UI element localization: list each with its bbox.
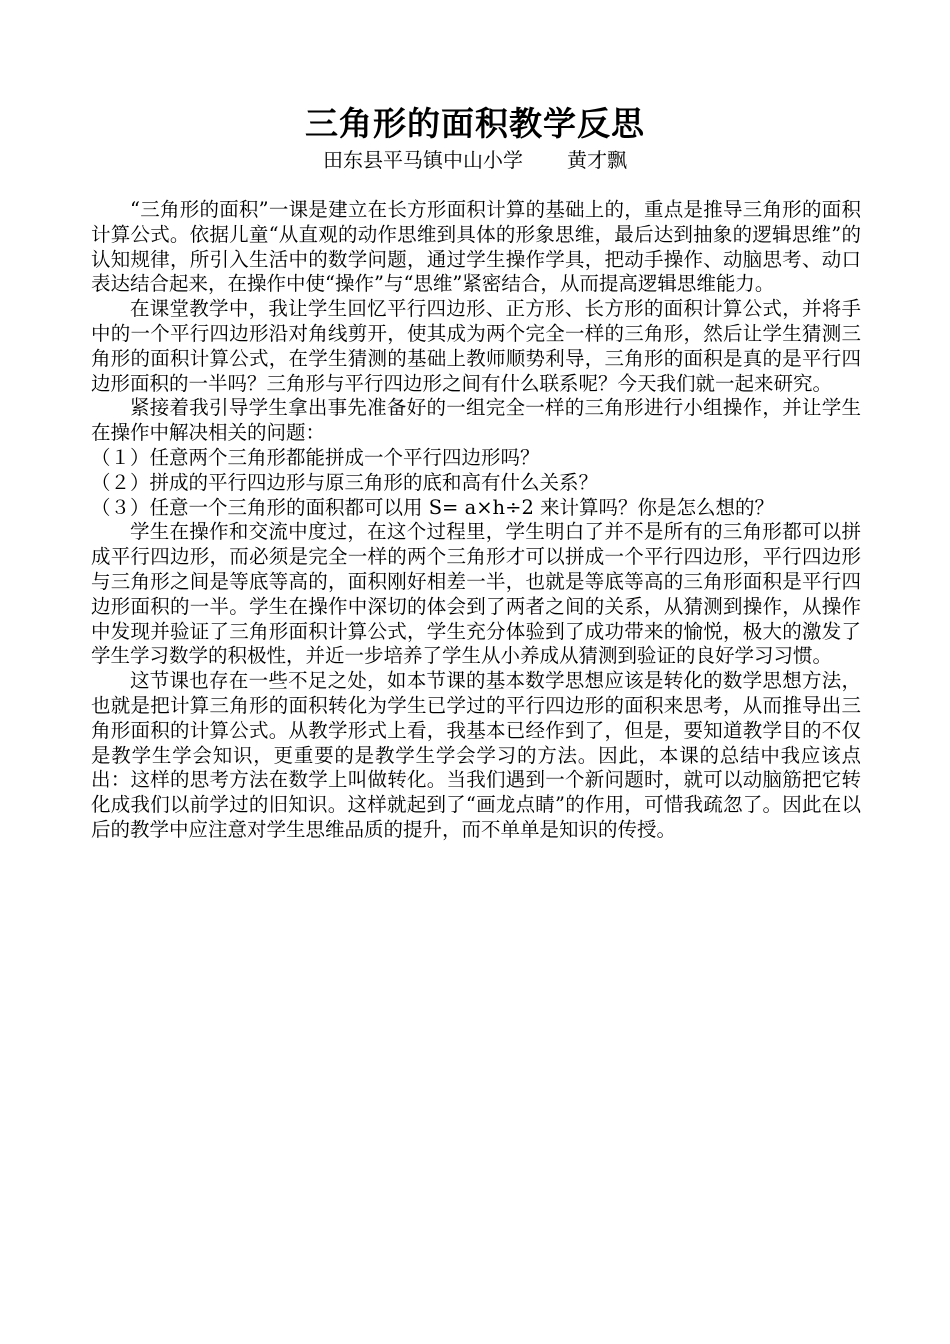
document-body — [91, 198, 861, 843]
byline — [0, 146, 950, 174]
paragraph-2: 在课堂教学中，我让学生回忆平行四边形、正方形、长方形的面积计算公式，并将手中的一个平行四边形沿对角线剪开，使其成为两个完全一样的三角形，然后让学生猜测三角形的面积计算公式，在学生猜测的基础上教师顺势利导，三角形的面积是真的是平行四边形面积的一半吗？三角形与平行四边形之间有什么联系呢？今天我们就一起来研究。 — [91, 297, 861, 395]
paragraph-3: 紧接着我引导学生拿出事先准备好的一组完全一样的三角形进行小组操作，并让学生在操作中解决相关的问题： — [91, 396, 861, 445]
paragraph-4: 学生在操作和交流中度过，在这个过程里，学生明白了并不是所有的三角形都可以拼成平行四边形，而必须是完全一样的两个三角形才可以拼成一个平行四边形，平行四边形与三角形之间是等底等高的，面积刚好相差一半，也就是等底等高的三角形面积是平行四边形面积的一半。学生在操作中深切的体会到了两者之间的关系，从猜测到操作，从操作中发现并验证了三角形面积计算公式，学生充分体验到了成功带来的愉悦，极大的激发了学生学习数学的积极性，并近一步培养了学生从小养成从猜测到验证的良好学习习惯。 — [91, 520, 861, 668]
school-name: 田东县平马镇中山小学 — [323, 148, 523, 172]
paragraph-5: 这节课也存在一些不足之处，如本节课的基本数学思想应该是转化的数学思想方法，也就是把计算三角形的面积转化为学生已学过的平行四边形的面积来思考，从而推导出三角形面积的计算公式。从教学形式上看，我基本已经作到了，但是，要知道教学目的不仅是教学生学会知识，更重要的是教学生学会学习的方法。因此，本课的总结中我应该点出：这样的思考方法在数学上叫做转化。当我们遇到一个新问题时，就可以动脑筋把它转化成我们以前学过的旧知识。这样就起到了“画龙点睛”的作用，可惜我疏忽了。因此在以后的教学中应注意对学生思维品质的提升，而不单单是知识的传授。 — [91, 669, 861, 841]
paragraph-1: “三角形的面积”一课是建立在长方形面积计算的基础上的，重点是推导三角形的面积计算公式。依据儿童“从直观的动作思维到具体的形象思维，最后达到抽象的逻辑思维”的认知规律，所引入生活中的数学问题，通过学生操作学具，把动手操作、动脑思考、动口表达结合起来，在操作中使“操作”与“思维”紧密结合，从而提高逻辑思维能力。 — [91, 198, 861, 296]
question-3: （３）任意一个三角形的面积都可以用 S= a×h÷2 来计算吗？你是怎么想的？ — [91, 495, 775, 519]
question-2: （２）拼成的平行四边形与原三角形的底和高有什么关系？ — [91, 470, 599, 494]
question-1: （１）任意两个三角形都能拼成一个平行四边形吗？ — [91, 445, 540, 469]
document-title: 三角形的面积教学反思 — [305, 104, 645, 143]
author-name: 黄才飘 — [567, 148, 627, 172]
